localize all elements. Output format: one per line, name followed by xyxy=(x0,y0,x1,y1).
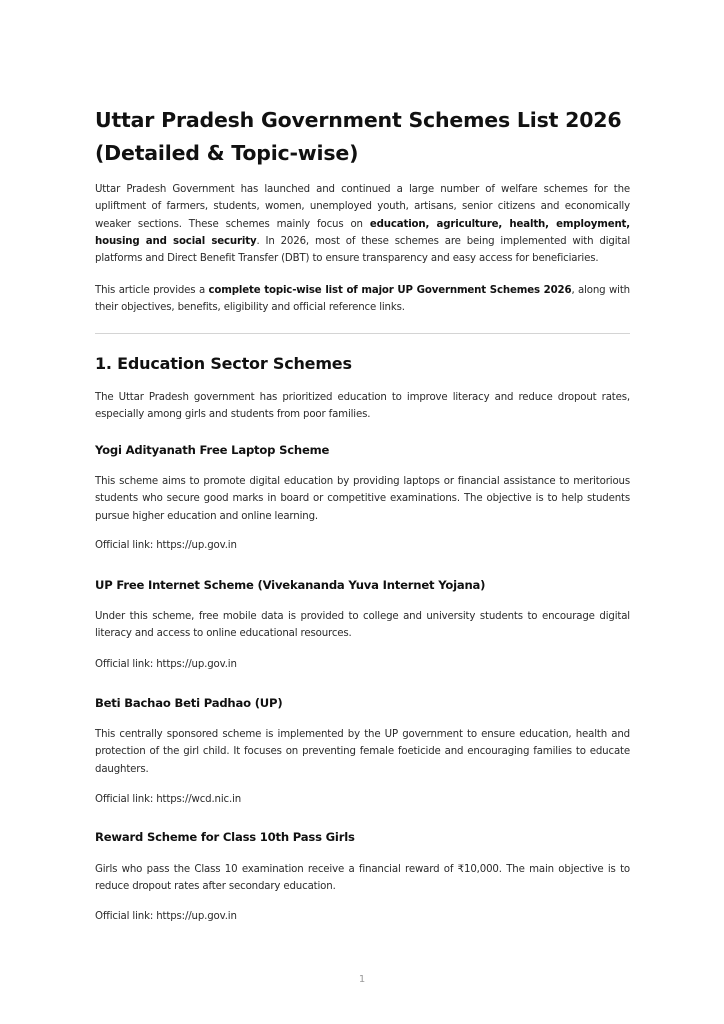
section-intro: The Uttar Pradesh government has prioritized education to improve literacy and reduce dropout rates, especially among girls and students from poor families. xyxy=(95,392,630,421)
document-title xyxy=(95,104,635,170)
scheme-description: This centrally sponsored scheme is implemented by the UP government to ensure education, health and protection of the girl child. It focuses on preventing female foeticide and encouraging families to educate daughters. xyxy=(95,729,630,775)
intro-paragraph: Uttar Pradesh Government has launched and continued a large number of welfare schemes for the upliftment of farmers, students, women, unemployed youth, artisans, senior citizens and economically weaker sections. These schemes mainly focus on education, agriculture, health, employment, housing and social security. In 2026, most of these schemes are being implemented with digital platforms and Direct Benefit Transfer (DBT) to ensure transparency and easy access for beneficiaries. xyxy=(95,184,630,265)
title-line-1: Uttar Pradesh Government Schemes List 2026 xyxy=(95,108,622,132)
article-note-paragraph: This article provides a complete topic-wise list of major UP Government Schemes 2026, along with their objectives, benefits, eligibility and official reference links. xyxy=(95,285,630,314)
official-link[interactable]: Official link: https://up.gov.in xyxy=(95,659,237,670)
scheme-heading: Yogi Adityanath Free Laptop Scheme xyxy=(95,443,330,457)
scheme-heading: Reward Scheme for Class 10th Pass Girls xyxy=(95,830,355,844)
official-link[interactable]: Official link: https://up.gov.in xyxy=(95,911,237,922)
scheme-heading: Beti Bachao Beti Padhao (UP) xyxy=(95,696,283,710)
official-link[interactable]: Official link: https://wcd.nic.in xyxy=(95,794,242,805)
title-line-2: (Detailed & Topic-wise) xyxy=(95,141,359,165)
official-link[interactable]: Official link: https://up.gov.in xyxy=(95,540,237,551)
scheme-description: Girls who pass the Class 10 examination receive a financial reward of ₹10,000. The main objective is to reduce dropout rates after secondary education. xyxy=(95,864,630,893)
section-heading-education: 1. Education Sector Schemes xyxy=(95,354,352,373)
intro-bold-focus: education, agriculture, health, employment, housing and social security xyxy=(95,218,630,247)
article-note-bold: complete topic-wise list of major UP Government Schemes 2026 xyxy=(208,285,572,296)
page-number: 1 xyxy=(358,974,366,985)
scheme-heading: UP Free Internet Scheme (Vivekananda Yuva Internet Yojana) xyxy=(95,578,486,592)
scheme-description: Under this scheme, free mobile data is provided to college and university students to encourage digital literacy and access to online educational resources. xyxy=(95,611,630,640)
scheme-description: This scheme aims to promote digital education by providing laptops or financial assistance to meritorious students who secure good marks in board or competitive examinations. The objective is to help students pursue higher education and online learning. xyxy=(95,476,630,522)
section-divider xyxy=(95,333,630,334)
